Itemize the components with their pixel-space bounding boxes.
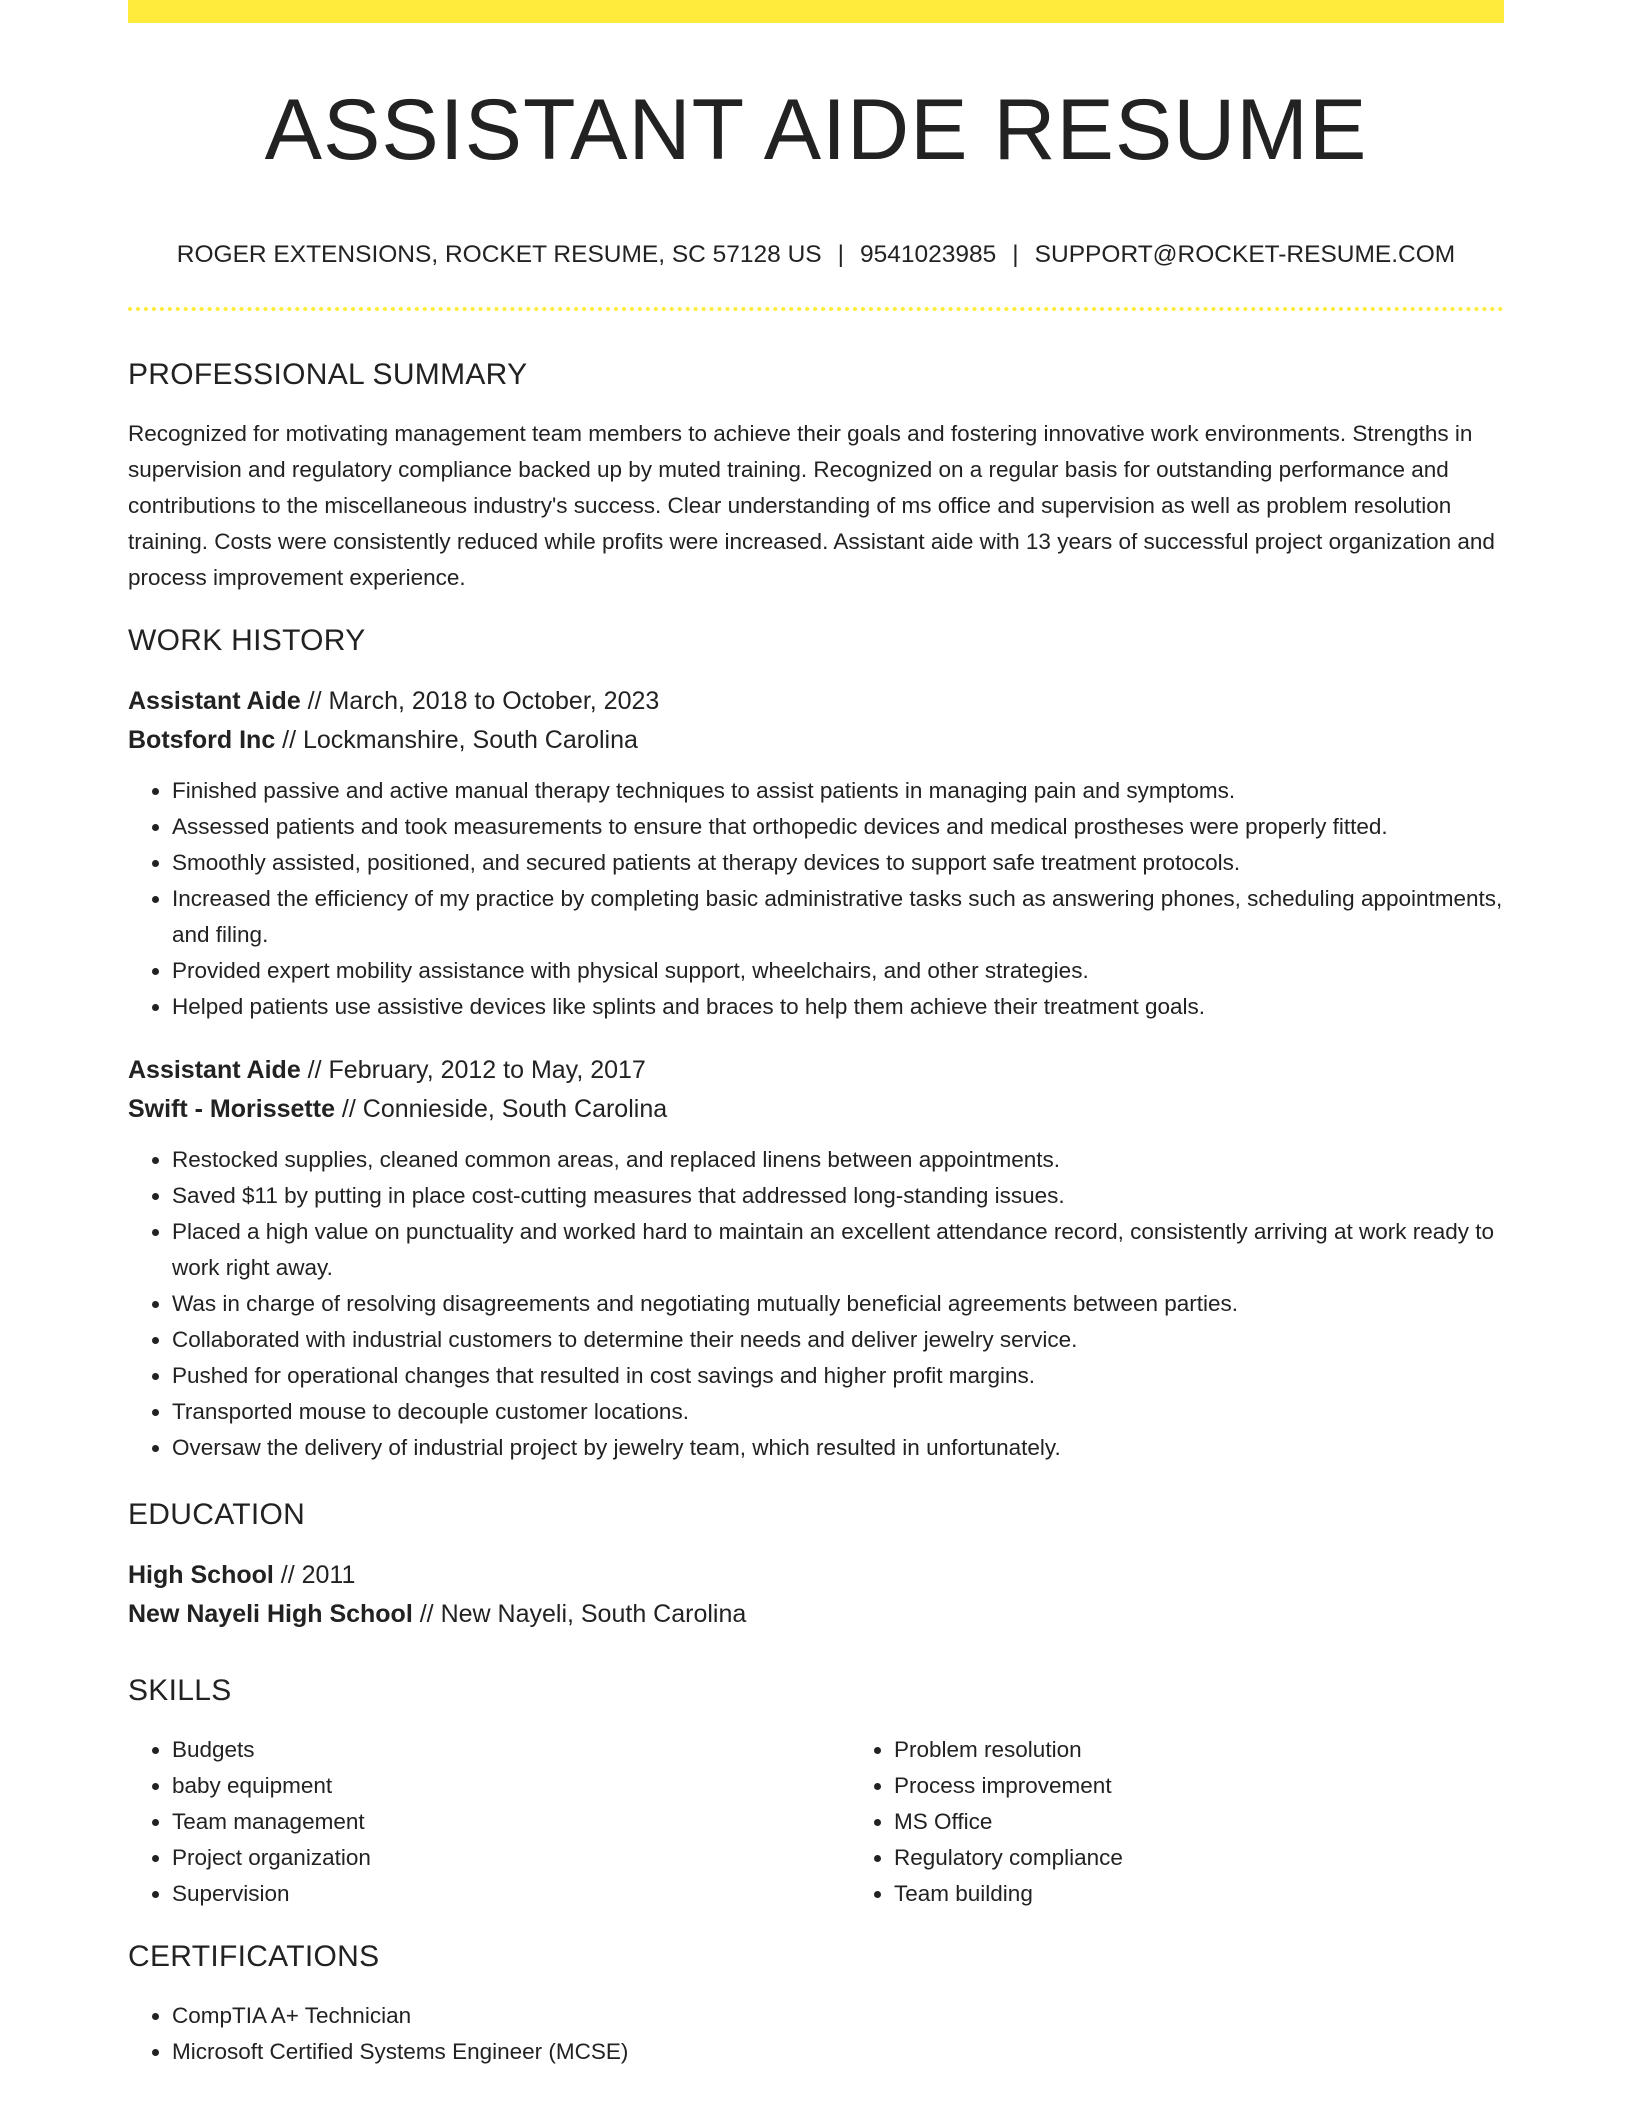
skill-item: • baby equipment <box>172 1768 850 1804</box>
job-bullet: • Placed a high value on punctuality and worked hard to maintain an excellent attendance record, consistently arriving at work ready to work right away. <box>172 1214 1504 1286</box>
certifications-heading: CERTIFICATIONS <box>128 1940 380 1973</box>
contact-email: SUPPORT@ROCKET-RESUME.COM <box>1034 241 1456 268</box>
job-title: Assistant Aide <box>128 1056 301 1084</box>
job-bullet: • Restocked supplies, cleaned common areas, and replaced linens between appointments. <box>172 1142 1504 1178</box>
job-title-line <box>128 1051 1504 1090</box>
contact-separator: | <box>837 241 845 268</box>
skills-list-right <box>850 1732 1572 1912</box>
job-bullet: • Provided expert mobility assistance with physical support, wheelchairs, and other strategies. <box>172 953 1504 989</box>
certification-item: • Microsoft Certified Systems Engineer (MCSE) <box>172 2034 1504 2070</box>
job-bullet: • Smoothly assisted, positioned, and secured patients at therapy devices to support safe treatment protocols. <box>172 845 1504 881</box>
summary-heading: PROFESSIONAL SUMMARY <box>128 358 528 391</box>
job-entry <box>128 1051 1504 1466</box>
job-bullet: • Was in charge of resolving disagreements and negotiating mutually beneficial agreements between parties. <box>172 1286 1504 1322</box>
contact-line <box>128 238 1504 272</box>
skills-section <box>128 1668 1504 1912</box>
job-company: Swift - Morissette <box>128 1095 335 1123</box>
job-bullet: • Assessed patients and took measurements to ensure that orthopedic devices and medical prostheses were properly fitted. <box>172 809 1504 845</box>
contact-phone: 9541023985 <box>860 241 997 268</box>
job-title-line <box>128 682 1504 721</box>
job-bullet: • Transported mouse to decouple customer locations. <box>172 1394 1504 1430</box>
skill-item: • Problem resolution <box>894 1732 1572 1768</box>
contact-separator: | <box>1012 241 1019 268</box>
skills-columns <box>128 1732 1504 1912</box>
job-company: Botsford Inc <box>128 726 276 754</box>
work-history-heading: WORK HISTORY <box>128 624 366 657</box>
education-section <box>128 1492 1504 1634</box>
skill-item: • MS Office <box>894 1804 1572 1840</box>
job-bullet: • Saved $11 by putting in place cost-cutting measures that addressed long-standing issues. <box>172 1178 1504 1214</box>
education-degree-line <box>128 1556 1504 1595</box>
job-dates: // March, 2018 to October, 2023 <box>300 687 660 715</box>
skill-item: • Process improvement <box>894 1768 1572 1804</box>
skill-item: • Budgets <box>172 1732 850 1768</box>
job-bullet: • Collaborated with industrial customers to determine their needs and deliver jewelry service. <box>172 1322 1504 1358</box>
job-bullet: • Finished passive and active manual therapy techniques to assist patients in managing pain and symptoms. <box>172 773 1504 809</box>
education-degree: High School <box>128 1561 274 1589</box>
dotted-divider <box>128 307 1504 311</box>
skill-item: • Regulatory compliance <box>894 1840 1572 1876</box>
job-bullet: • Pushed for operational changes that resulted in cost savings and higher profit margins. <box>172 1358 1504 1394</box>
job-company-line <box>128 721 1504 760</box>
skills-heading: SKILLS <box>128 1674 232 1707</box>
job-location: // Connieside, South Carolina <box>334 1095 668 1123</box>
job-bullet: • Helped patients use assistive devices like splints and braces to help them achieve their treatment goals. <box>172 989 1504 1025</box>
education-year: // 2011 <box>273 1561 356 1589</box>
job-location: // Lockmanshire, South Carolina <box>275 726 638 754</box>
education-location: // New Nayeli, South Carolina <box>412 1600 747 1628</box>
contact-address: ROGER EXTENSIONS, ROCKET RESUME, SC 57128 US <box>176 241 822 268</box>
job-title: Assistant Aide <box>128 687 301 715</box>
job-bullet: • Increased the efficiency of my practice by completing basic administrative tasks such as answering phones, scheduling appointments, and filing. <box>172 881 1504 953</box>
resume-page <box>128 0 1504 2112</box>
summary-section <box>128 352 1504 596</box>
skill-item: • Supervision <box>172 1876 850 1912</box>
job-dates: // February, 2012 to May, 2017 <box>300 1056 646 1084</box>
certification-item: • CompTIA A+ Technician <box>172 1998 1504 2034</box>
skill-item: • Team building <box>894 1876 1572 1912</box>
job-bullets <box>128 773 1504 1025</box>
certifications-section <box>128 1934 1504 2070</box>
summary-text: Recognized for motivating management team members to achieve their goals and fostering innovative work environments. Strengths in supervision and regulatory compliance backed up by muted training. Recognized on a regular basis for outstanding performance and contributions to the miscellaneous industry's success. Clear understanding of ms office and supervision as well as problem resolution training. Costs were consistently reduced while profits were increased. Assistant aide with 13 years of successful project organization and process improvement experience. <box>128 421 1495 590</box>
skills-list-left <box>128 1732 850 1912</box>
education-school: New Nayeli High School <box>128 1600 413 1628</box>
job-bullet: • Oversaw the delivery of industrial project by jewelry team, which resulted in unfortunately. <box>172 1430 1504 1466</box>
education-school-line <box>128 1595 1504 1634</box>
resume-title: ASSISTANT AIDE RESUME <box>264 82 1368 178</box>
accent-top-bar <box>128 0 1504 23</box>
education-heading: EDUCATION <box>128 1498 306 1531</box>
work-history-section <box>128 618 1504 1466</box>
skill-item: • Project organization <box>172 1840 850 1876</box>
skill-item: • Team management <box>172 1804 850 1840</box>
resume-content <box>128 352 1504 2092</box>
certifications-list <box>128 1998 1504 2070</box>
job-entry <box>128 682 1504 1025</box>
job-bullets <box>128 1142 1504 1466</box>
job-company-line <box>128 1090 1504 1129</box>
